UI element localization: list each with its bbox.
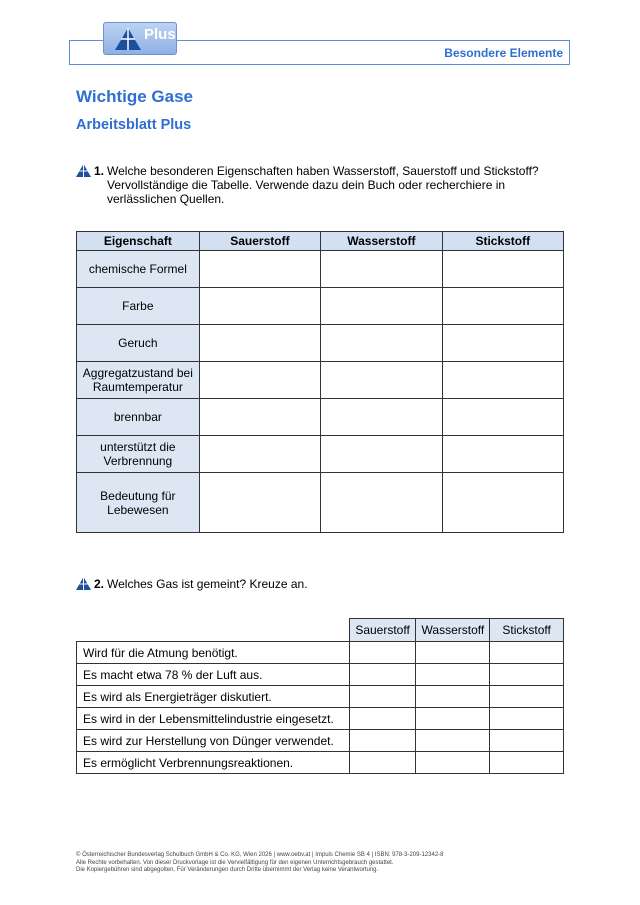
check-cell[interactable] [416, 752, 490, 774]
statement: Wird für die Atmung benötigt. [77, 642, 350, 664]
row-label: unterstützt die Verbrennung [77, 436, 200, 473]
col-header-sauerstoff: Sauerstoff [349, 619, 416, 642]
row-label: Farbe [77, 288, 200, 325]
statement: Es ermöglicht Verbrennungsreaktionen. [77, 752, 350, 774]
statement: Es wird als Energieträger diskutiert. [77, 686, 350, 708]
section-label: Besondere Elemente [444, 46, 563, 60]
answer-cell[interactable] [442, 362, 563, 399]
row-label: Bedeutung für Lebewesen [77, 473, 200, 533]
answer-cell[interactable] [442, 251, 563, 288]
table-row [77, 362, 564, 399]
table-header-row [77, 232, 564, 251]
answer-cell[interactable] [199, 288, 320, 325]
check-cell[interactable] [490, 730, 564, 752]
footer [76, 852, 576, 875]
statement: Es wird in der Lebensmittelindustrie eingesetzt. [77, 708, 350, 730]
col-header-wasserstoff: Wasserstoff [416, 619, 490, 642]
check-cell[interactable] [490, 664, 564, 686]
answer-cell[interactable] [199, 436, 320, 473]
statement: Es macht etwa 78 % der Luft aus. [77, 664, 350, 686]
triangle-pyramid-icon [76, 577, 91, 590]
check-cell[interactable] [349, 642, 416, 664]
check-cell[interactable] [349, 752, 416, 774]
table-row [77, 752, 564, 774]
row-label: Aggregatzustand bei Raumtemperatur [77, 362, 200, 399]
triangle-pyramid-icon [76, 164, 91, 177]
col-header-stickstoff: Stickstoff [490, 619, 564, 642]
statement: Es wird zur Herstellung von Dünger verwendet. [77, 730, 350, 752]
answer-cell[interactable] [321, 473, 443, 533]
answer-cell[interactable] [199, 251, 320, 288]
table-row [77, 708, 564, 730]
check-cell[interactable] [416, 664, 490, 686]
answer-cell[interactable] [442, 288, 563, 325]
check-cell[interactable] [490, 686, 564, 708]
footer-line: © Österreichischer Bundesverlag Schulbuch GmbH & Co. KG, Wien 2026 | www.oebv.at | Impuls Chemie SB 4 | ISBN: 978-3-209-12342-8 [76, 852, 444, 858]
check-cell[interactable] [349, 664, 416, 686]
check-cell[interactable] [490, 642, 564, 664]
col-header-sauerstoff: Sauerstoff [199, 232, 320, 251]
answer-cell[interactable] [199, 473, 320, 533]
task-1-text: Welche besonderen Eigenschaften haben Wasserstoff, Sauerstoff und Stickstoff? Vervollständige die Tabelle. Verwende dazu dein Buch oder recherchiere in verlässlichen Quellen. [107, 164, 539, 206]
answer-cell[interactable] [442, 473, 563, 533]
check-cell[interactable] [349, 730, 416, 752]
table-row [77, 642, 564, 664]
row-label: brennbar [77, 399, 200, 436]
table-header-row [77, 619, 564, 642]
table-row [77, 325, 564, 362]
answer-cell[interactable] [442, 399, 563, 436]
logo-pyramid-icon [114, 27, 142, 51]
answer-cell[interactable] [321, 436, 443, 473]
answer-cell[interactable] [321, 362, 443, 399]
answer-cell[interactable] [199, 399, 320, 436]
answer-cell[interactable] [199, 325, 320, 362]
check-cell[interactable] [416, 708, 490, 730]
col-header-eigenschaft: Eigenschaft [77, 232, 200, 251]
check-cell[interactable] [349, 686, 416, 708]
page-subtitle: Arbeitsblatt Plus [76, 117, 192, 133]
logo-text: Plus [144, 26, 176, 43]
check-cell[interactable] [490, 752, 564, 774]
check-cell[interactable] [416, 686, 490, 708]
row-label: chemische Formel [77, 251, 200, 288]
task-2-text: Welches Gas ist gemeint? Kreuze an. [107, 577, 308, 591]
check-cell[interactable] [490, 708, 564, 730]
check-cell[interactable] [349, 708, 416, 730]
answer-cell[interactable] [321, 399, 443, 436]
answer-cell[interactable] [321, 325, 443, 362]
col-header-wasserstoff: Wasserstoff [321, 232, 443, 251]
table-row [77, 730, 564, 752]
plus-logo [103, 22, 177, 55]
table-row [77, 399, 564, 436]
check-cell[interactable] [416, 642, 490, 664]
answer-cell[interactable] [321, 288, 443, 325]
row-label: Geruch [77, 325, 200, 362]
properties-table [76, 231, 564, 533]
task-2-number: 2. [94, 577, 105, 591]
table-row [77, 288, 564, 325]
checkbox-table [76, 618, 564, 774]
answer-cell[interactable] [442, 436, 563, 473]
check-cell[interactable] [416, 730, 490, 752]
answer-cell[interactable] [199, 362, 320, 399]
footer-line: Alle Rechte vorbehalten. Von dieser Druckvorlage ist die Vervielfältigung für den eigenen Unterrichtsgebrauch gestattet. [76, 859, 394, 866]
footer-line: Die Kopiergebühren sind abgegolten. Für Veränderungen durch Dritte übernimmt der Verlag keine Verantwortung. [76, 867, 379, 873]
task-1-number: 1. [94, 164, 105, 178]
col-header-stickstoff: Stickstoff [442, 232, 563, 251]
table-row [77, 251, 564, 288]
answer-cell[interactable] [321, 251, 443, 288]
table-row [77, 473, 564, 533]
table-row [77, 436, 564, 473]
page-title: Wichtige Gase [76, 87, 193, 106]
blank-header [77, 619, 350, 642]
table-row [77, 686, 564, 708]
table-row [77, 664, 564, 686]
answer-cell[interactable] [442, 325, 563, 362]
